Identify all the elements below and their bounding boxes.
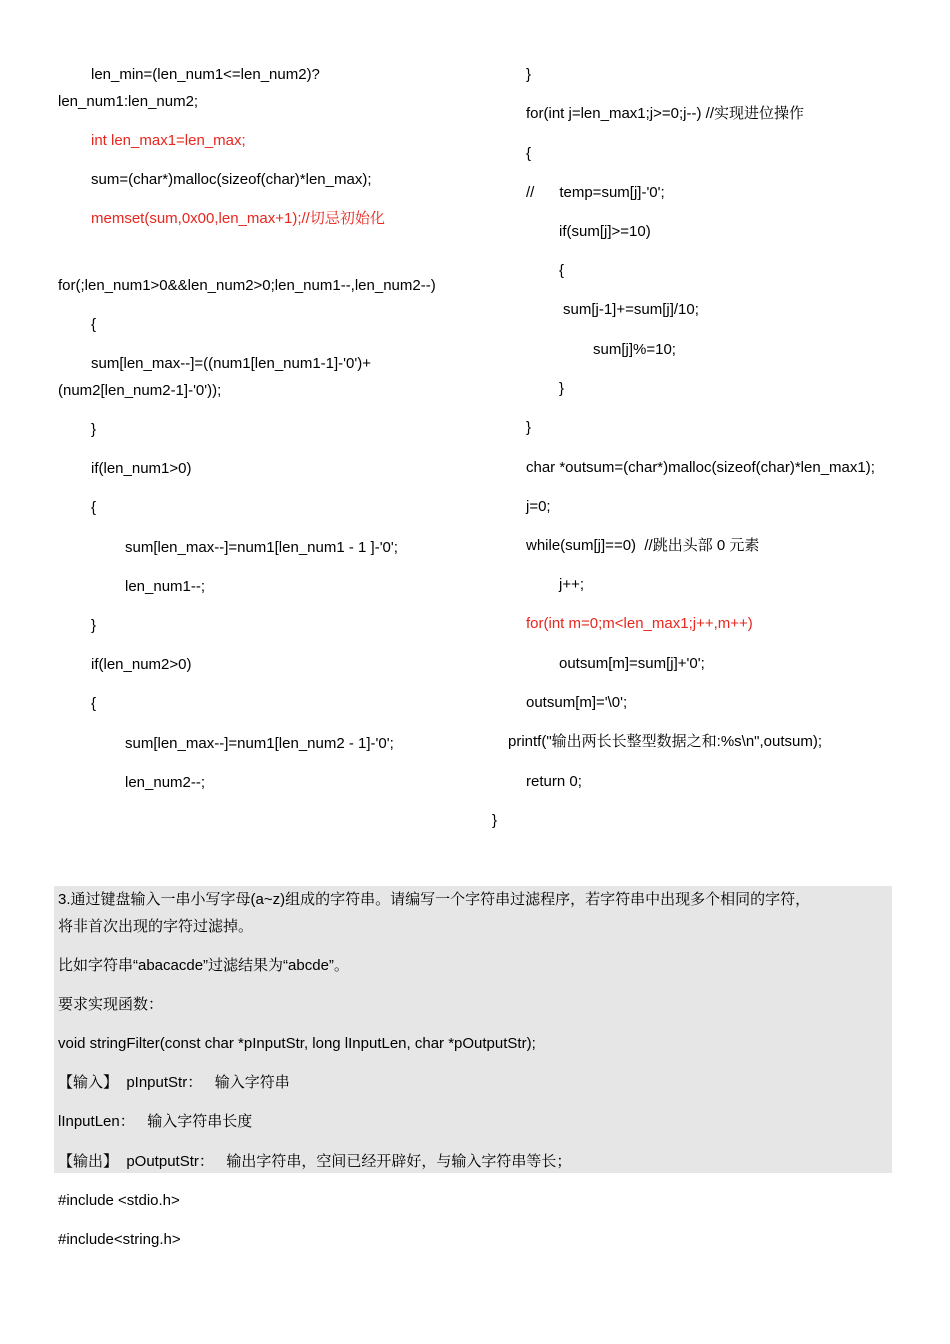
code-line: outsum[m]='\0'; <box>526 694 628 711</box>
code-line: } <box>91 617 97 634</box>
code-line: { <box>559 262 565 279</box>
code-line: len_num2--; <box>125 774 206 791</box>
code-line: { <box>91 316 97 333</box>
problem-example: 比如字符串“abacacde”过滤结果为“abcde”。 <box>58 957 349 974</box>
code-line: (num2[len_num2-1]-'0')); <box>58 382 222 399</box>
code-line: len_min=(len_num1<=len_num2)? <box>91 66 320 83</box>
code-line: return 0; <box>526 773 582 790</box>
code-line: j=0; <box>526 498 551 515</box>
problem-title: 3.通过键盘输入一串小写字母(a~z)组成的字符串。请编写一个字符串过滤程序，若字符串中出现多个相同的字符， <box>58 891 811 908</box>
code-line-comment: // temp=sum[j]-'0'; <box>526 184 665 201</box>
code-line: if(len_num2>0) <box>91 656 192 673</box>
code-line: if(sum[j]>=10) <box>559 223 651 240</box>
code-line: len_num1--; <box>125 578 206 595</box>
code-line: sum[len_max--]=num1[len_num1 - 1 ]-'0'; <box>125 539 398 556</box>
code-line: len_num1:len_num2; <box>58 93 199 110</box>
code-line: } <box>559 380 565 397</box>
input-param: 【输入】 pInputStr： 输入字符串 <box>58 1074 290 1091</box>
code-line: { <box>91 499 97 516</box>
code-line: outsum[m]=sum[j]+'0'; <box>559 655 705 672</box>
code-line: for(int j=len_max1;j>=0;j--) //实现进位操作 <box>526 105 804 122</box>
code-line: printf("输出两长长整型数据之和:%s\n",outsum); <box>508 733 823 750</box>
include-line: #include <stdio.h> <box>58 1192 180 1209</box>
code-line: sum[len_max--]=((num1[len_num1-1]-'0')+ <box>91 355 372 372</box>
code-line-highlight: int len_max1=len_max; <box>91 132 246 149</box>
code-line: sum[j]%=10; <box>593 341 676 358</box>
code-line: } <box>526 66 532 83</box>
code-line: char *outsum=(char*)malloc(sizeof(char)*len_max1); <box>526 459 875 476</box>
problem-requirement: 要求实现函数： <box>58 996 164 1013</box>
code-line: } <box>526 419 532 436</box>
code-line: while(sum[j]==0) //跳出头部 0 元素 <box>526 537 760 554</box>
code-line: for(;len_num1>0&&len_num2>0;len_num1--,len_num2--) <box>58 277 436 294</box>
output-param: 【输出】 pOutputStr： 输出字符串，空间已经开辟好，与输入字符串等长； <box>58 1153 572 1170</box>
code-line: sum[len_max--]=num1[len_num2 - 1]-'0'; <box>125 735 394 752</box>
code-line: sum=(char*)malloc(sizeof(char)*len_max); <box>91 171 372 188</box>
problem-title-cont: 将非首次出现的字符过滤掉。 <box>58 918 254 935</box>
function-signature: void stringFilter(const char *pInputStr, long lInputLen, char *pOutputStr); <box>58 1035 536 1052</box>
code-line: } <box>91 421 97 438</box>
include-line: #include<string.h> <box>58 1231 181 1248</box>
code-line: j++; <box>559 576 585 593</box>
code-line: { <box>91 695 97 712</box>
code-line: sum[j-1]+=sum[j]/10; <box>563 301 699 318</box>
code-line: if(len_num1>0) <box>91 460 192 477</box>
input-length-param: lInputLen： 输入字符串长度 <box>58 1113 253 1130</box>
code-line: { <box>526 145 532 162</box>
code-line-highlight: memset(sum,0x00,len_max+1);//切忌初始化 <box>91 210 385 227</box>
code-line-highlight: for(int m=0;m<len_max1;j++,m++) <box>526 615 753 632</box>
code-line: } <box>492 812 498 829</box>
